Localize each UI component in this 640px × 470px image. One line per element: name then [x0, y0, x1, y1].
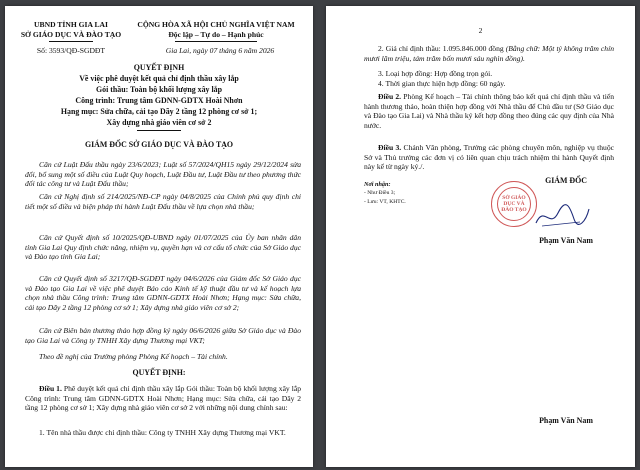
- official-seal: [491, 181, 537, 227]
- decision-item-2: [364, 44, 614, 63]
- agency-parent: UBND TỈNH GIA LAI: [34, 20, 108, 29]
- title-underline: [137, 130, 181, 131]
- signer-name-repeat: Phạm Văn Nam: [539, 416, 593, 425]
- basis-paragraph-3: Căn cứ Quyết định số 10/2025/QĐ-UBND ngày 01/07/2025 của Ủy ban nhân dân tỉnh Gia Lai Quy định chức năng, nhiệm vụ, quyền hạn và cơ cấu tổ chức của Sở Giáo dục và Đào tạo tỉnh Gia Lai;: [25, 233, 301, 262]
- national-title: CỘNG HÒA XÃ HỘI CHỦ NGHĨA VIỆT NAM: [137, 20, 295, 29]
- basis-paragraph-1: Căn cứ Luật Đấu thầu ngày 23/6/2023; Luật số 57/2024/QH15 ngày 29/12/2024 sửa đổi, bổ sung một số điều của Luật Quy hoạch, Luật Đầu tư, Luật Đầu tư theo phương thức đối tác công tư và Luật Đấu thầu;: [25, 160, 301, 189]
- document-page-1: [5, 6, 313, 467]
- decision-item-3: 3. Loại hợp đồng: Hợp đồng trọn gói.: [378, 69, 493, 78]
- place-and-date: Gia Lai, ngày 07 tháng 6 năm 2026: [165, 46, 275, 55]
- decision-item-1: 1. Tên nhà thầu được chỉ định thầu: Công ty TNHH Xây dựng Thương mại VKT.: [39, 428, 286, 437]
- price-in-words: (Bằng chữ: Một tỷ không trăm chín mươi lăm triệu, tám trăm bốn mươi sáu nghìn đồng).: [364, 44, 614, 63]
- article-1-label: Điều 1.: [39, 384, 62, 393]
- document-subject: Về việc phê duyệt kết quả chỉ định thầu xây lắp: [79, 74, 239, 83]
- item-line-1: Hạng mục: Sửa chữa, cải tạo Dãy 2 tầng 12 phòng cơ sở 1;: [60, 107, 258, 116]
- recipients-label: Nơi nhận:: [364, 181, 391, 188]
- recipient-1: - Như Điều 3;: [364, 190, 396, 196]
- agency-name: SỞ GIÁO DỤC VÀ ĐÀO TẠO: [20, 30, 122, 39]
- basis-paragraph-2: Căn cứ Nghị định số 214/2025/NĐ-CP ngày 04/8/2025 của Chính phủ quy định chi tiết một số điều và biện pháp thi hành Luật Đấu thầu về lựa chọn nhà thầu;: [25, 192, 301, 211]
- authority-heading: GIÁM ĐỐC SỞ GIÁO DỤC VÀ ĐÀO TẠO: [84, 140, 234, 149]
- article-3: [364, 143, 614, 172]
- seal-text: SỞ GIÁO DỤC VÀ ĐÀO TẠO: [501, 195, 527, 213]
- basis-paragraph-5: Căn cứ Biên bản thương thảo hợp đồng ký ngày 06/6/2026 giữa Sở Giáo dục và Đào tạo Gia Lai và Công ty TNHH Xây dựng Thương mại VKT;: [25, 326, 301, 345]
- article-3-text: Chánh Văn phòng, Trưởng các phòng chuyên môn, nghiệp vụ thuộc Sở và Thủ trưởng các đơn vị có liên quan chịu trách nhiệm thi hành Quyết định này kể từ ngày ký./.: [364, 143, 614, 172]
- page-number: 2: [478, 26, 483, 35]
- national-motto: Độc lập – Tự do – Hạnh phúc: [168, 30, 264, 39]
- decision-heading: QUYẾT ĐỊNH:: [132, 368, 186, 377]
- article-2: [364, 92, 614, 130]
- decision-item-4: 4. Thời gian thực hiện hợp đồng: 60 ngày.: [378, 79, 506, 88]
- signer-title: GIÁM ĐỐC: [545, 176, 587, 185]
- recipient-2: - Lưu: VT, KHTC.: [364, 199, 406, 205]
- basis-paragraph-4: Căn cứ Quyết định số 3217/QĐ-SGDĐT ngày 04/6/2026 của Giám đốc Sở Giáo dục và Đào tạo Gia Lai về việc phê duyệt Báo cáo Kinh tế kỹ thuật đầu tư và kế hoạch lựa chọn nhà thầu Công trình: Trung tâm GDNN-GDTX Hoài Nhơn; Hạng mục: Sửa chữa, cải tạo Dãy 2 tầng 12 phòng cơ sở 1; Xây dựng nhà giáo viên cơ sở 2;: [25, 274, 301, 312]
- article-1: [25, 384, 301, 413]
- document-type: QUYẾT ĐỊNH: [133, 63, 185, 72]
- document-page-2: [326, 6, 635, 467]
- article-3-label: Điều 3.: [378, 143, 402, 152]
- project-line: Công trình: Trung tâm GDNN-GDTX Hoài Nhơn: [75, 96, 243, 105]
- proposal-paragraph: Theo đề nghị của Trưởng phòng Phòng Kế hoạch – Tài chính.: [39, 352, 228, 361]
- article-2-label: Điều 2.: [378, 92, 402, 101]
- signer-name: Phạm Văn Nam: [539, 236, 593, 245]
- item-line-2: Xây dựng nhà giáo viên cơ sở 2: [106, 118, 212, 127]
- article-2-text: Phòng Kế hoạch – Tài chính thông báo kết quả chỉ định thầu và tiến hành thương thảo, hoàn thiện hợp đồng với Nhà thầu để Chủ đầu tư (Sở Giáo dục và Đào tạo Gia Lai) và Nhà thầu ký kết hợp đồng theo đúng các quy định của Nhà nước.: [364, 92, 614, 130]
- motto-underline: [175, 41, 257, 42]
- document-number: Số: 3593/QĐ-SGDĐT: [36, 46, 106, 55]
- signature-mark: [532, 201, 592, 231]
- agency-underline: [49, 41, 93, 42]
- price-text: 2. Giá chỉ định thầu: 1.095.846.000 đồng: [378, 44, 504, 53]
- package-line: Gói thầu: Toàn bộ khối lượng xây lắp: [96, 85, 222, 94]
- article-1-text: Phê duyệt kết quả chỉ định thầu xây lắp Gói thầu: Toàn bộ khối lượng xây lắp Công trình: Trung tâm GDNN-GDTX Hoài Nhơn; Hạng mục: Sửa chữa, cải tạo Dãy 2 tầng 12 phòng cơ sở 1; Xây dựng nhà giáo viên cơ sở 2 với những nội dung chính sau:: [25, 384, 301, 413]
